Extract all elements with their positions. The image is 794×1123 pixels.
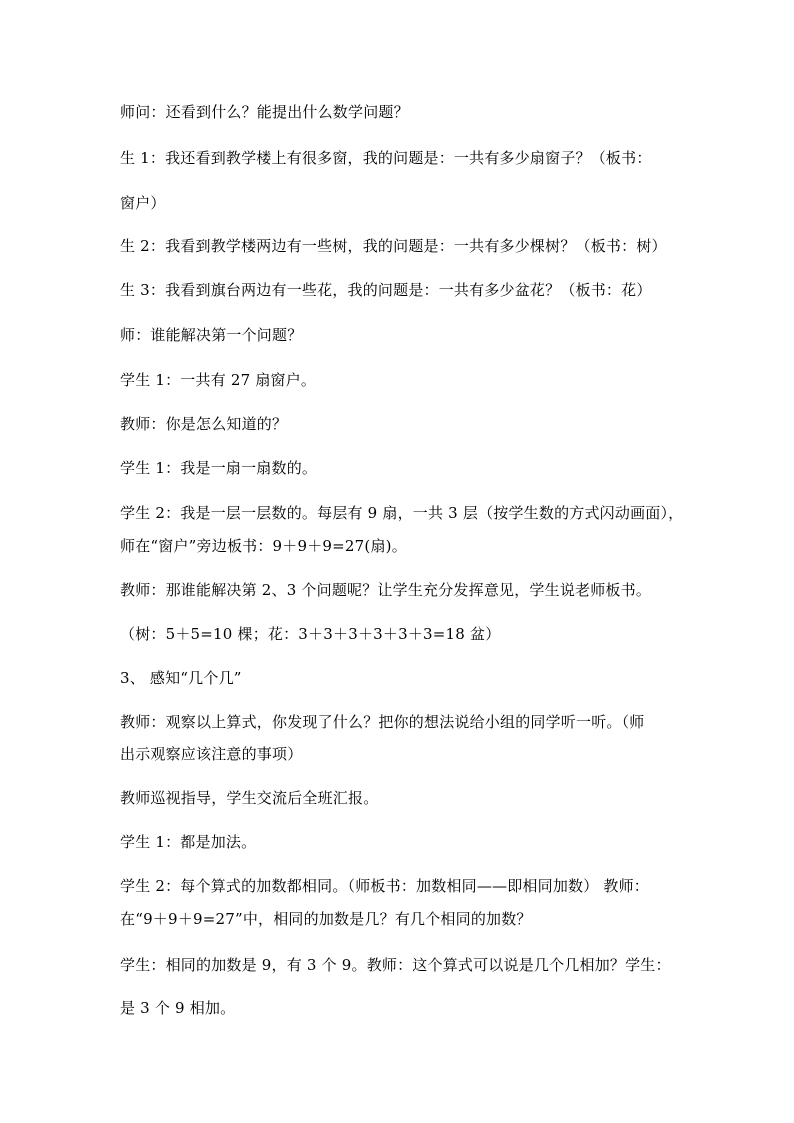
text-line-12: 教师：那谁能解决第 2、3 个问题呢？让学生充分发挥意见，学生说老师板书。 bbox=[120, 581, 652, 599]
text-line-7: 学生 1：一共有 27 扇窗户。 bbox=[120, 371, 317, 389]
text-line-20: 在“9＋9＋9=27”中，相同的加数是几？有几个相同的加数？ bbox=[120, 910, 532, 928]
section-heading: 3、 感知“几个几” bbox=[120, 669, 242, 687]
text-line-5: 生 3：我看到旗台两边有一些花，我的问题是：一共有多少盆花？（板书：花） bbox=[120, 281, 652, 299]
text-line-17: 教师巡视指导，学生交流后全班汇报。 bbox=[120, 789, 379, 807]
text-line-21: 学生：相同的加数是 9，有 3 个 9。教师：这个算式可以说是几个几相加？学生： bbox=[120, 956, 671, 974]
text-line-8: 教师：你是怎么知道的？ bbox=[120, 415, 288, 433]
text-line-13: （树：5＋5=10 棵；花：3＋3＋3＋3＋3＋3=18 盆） bbox=[120, 625, 501, 643]
text-line-16: 出示观察应该注意的事项） bbox=[120, 745, 303, 763]
text-line-4: 生 2：我看到教学楼两边有一些树，我的问题是：一共有多少棵树？（板书：树） bbox=[120, 237, 667, 255]
text-line-6: 师：谁能解决第一个问题？ bbox=[120, 326, 303, 344]
text-line-22: 是 3 个 9 相加。 bbox=[120, 999, 236, 1017]
text-line-19: 学生 2：每个算式的加数都相同。（师板书：加数相同——即相同加数） 教师： bbox=[120, 877, 649, 895]
text-line-3: 窗户） bbox=[120, 194, 166, 212]
text-line-1: 师问：还看到什么？能提出什么数学问题？ bbox=[120, 103, 409, 121]
text-line-2: 生 1：我还看到教学楼上有很多窗，我的问题是：一共有多少扇窗子？（板书： bbox=[120, 149, 652, 167]
text-line-9: 学生 1：我是一扇一扇数的。 bbox=[120, 459, 318, 477]
text-line-11: 师在“窗户”旁边板书：9＋9＋9=27(扇)。 bbox=[120, 537, 407, 555]
text-line-15: 教师：观察以上算式，你发现了什么？把你的想法说给小组的同学听一听。（师 bbox=[120, 713, 645, 731]
text-line-18: 学生 1：都是加法。 bbox=[120, 833, 257, 851]
text-line-10: 学生 2：我是一层一层数的。每层有 9 扇，一共 3 层（按学生数的方式闪动画面）， bbox=[120, 504, 684, 522]
